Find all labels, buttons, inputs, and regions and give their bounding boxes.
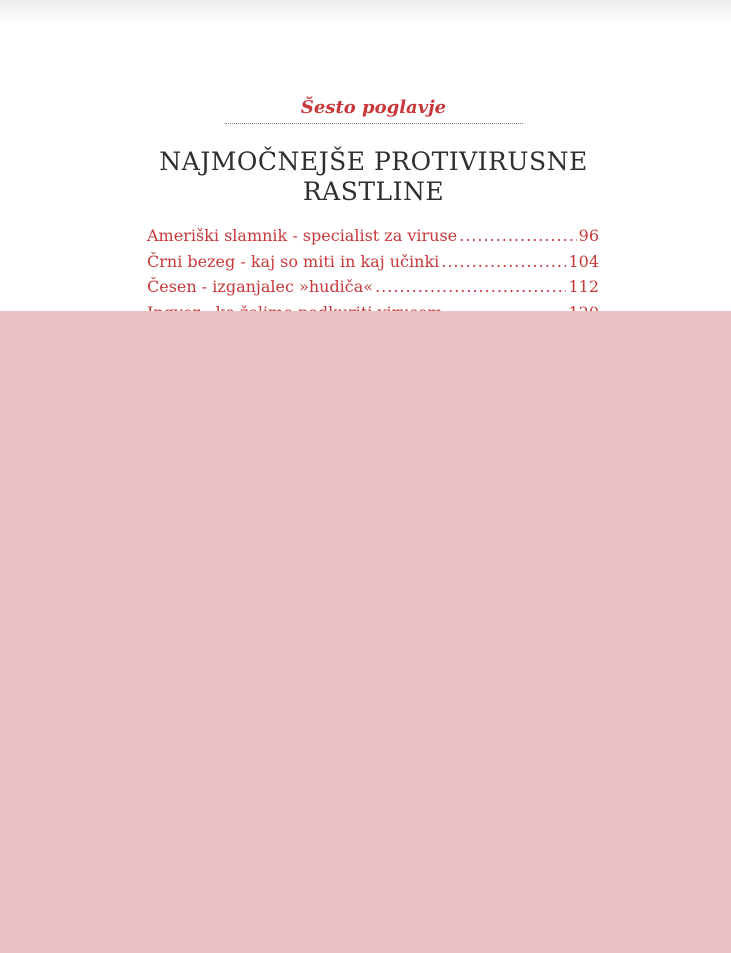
top-shadow	[0, 0, 731, 26]
chapter-label: Šesto poglavje	[300, 97, 447, 118]
toc-item[interactable]	[147, 251, 599, 277]
toc-item-page: 96	[578, 226, 599, 245]
toc-item-title: Česen - izganjalec »hudiča«	[147, 277, 374, 296]
toc-item-page: 112	[568, 277, 599, 296]
toc-item-title: Črni bezeg - kaj so miti in kaj učinki	[147, 251, 440, 271]
toc-item-title: Ameriški slamnik - specialist za viruse	[147, 226, 458, 245]
content-cover-overlay	[0, 311, 731, 953]
chapter-title: NAJMOČNEJŠE PROTIVIRUSNE RASTLINE	[159, 147, 588, 206]
toc-leader-dots	[459, 225, 576, 247]
toc-item[interactable]	[147, 225, 599, 251]
toc-item[interactable]	[147, 276, 599, 302]
chapter-divider	[225, 123, 523, 124]
toc-leader-dots	[375, 276, 566, 298]
toc-leader-dots	[441, 251, 566, 273]
toc-item-page: 104	[568, 251, 599, 271]
